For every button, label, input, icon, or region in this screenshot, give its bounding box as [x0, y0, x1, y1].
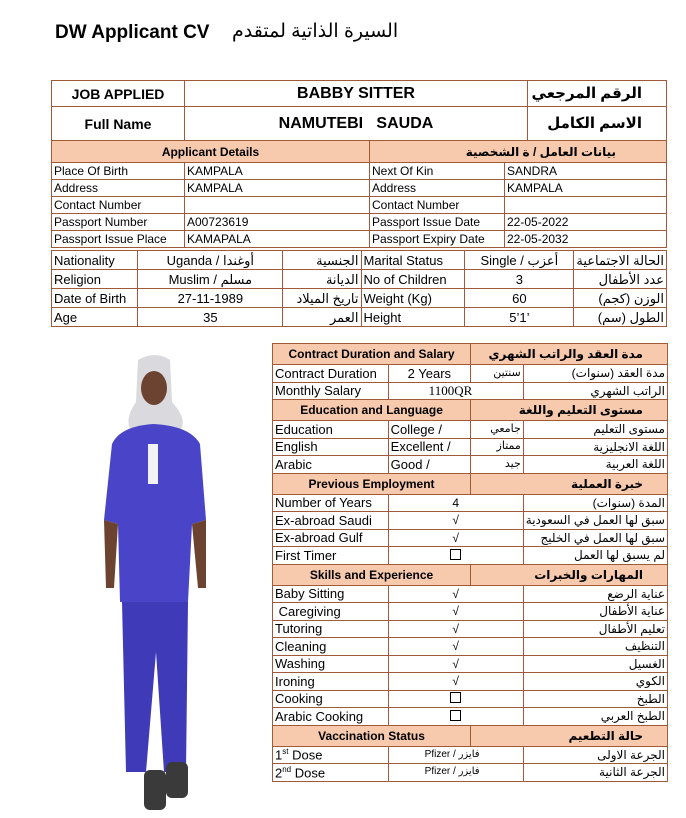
- job-value: BABBY SITTER: [185, 81, 528, 107]
- applicant-cell-l2: Passport Expiry Date: [370, 231, 505, 248]
- dose-suffix: st: [282, 747, 289, 757]
- contract-row: [273, 382, 668, 400]
- vaccination-value: Pfizer / فايزر: [388, 746, 523, 764]
- skills-row: [273, 655, 668, 673]
- contract-value: 1100QR: [388, 382, 523, 400]
- applicant-cell-l1: Passport Number: [52, 214, 185, 231]
- personal-cell-l2: Height: [361, 308, 465, 327]
- skills-value: √: [388, 638, 523, 656]
- applicant-header-en: Applicant Details: [52, 141, 370, 163]
- education-value-ar: ممتاز: [471, 438, 524, 456]
- personal-row: [52, 270, 667, 289]
- skills-value: [388, 690, 523, 708]
- education-header-ar: مستوى التعليم واللغة: [471, 400, 668, 421]
- education-header-en: Education and Language: [273, 400, 471, 421]
- education-row: [273, 438, 668, 456]
- education-row: [273, 421, 668, 439]
- skills-label: Baby Sitting: [273, 585, 389, 603]
- contract-label: Contract Duration: [273, 365, 389, 383]
- employment-value: [388, 547, 523, 565]
- name-label: Full Name: [52, 107, 185, 141]
- vaccination-label-ar: الجرعة الثانية: [523, 764, 667, 782]
- personal-cell-a1: تاريخ الميلاد: [283, 289, 361, 308]
- skills-value: √: [388, 603, 523, 621]
- personal-cell-a1: الديانة: [283, 270, 361, 289]
- applicant-cell-l1: Address: [52, 180, 185, 197]
- contract-label: Monthly Salary: [273, 382, 389, 400]
- education-value-ar: جامعي: [471, 421, 524, 439]
- contract-value: 2 Years: [388, 365, 470, 383]
- contract-row: [273, 365, 668, 383]
- applicant-header-ar: بيانات العامل / ة الشخصية: [370, 141, 667, 163]
- contract-skills-table: [272, 343, 668, 782]
- skills-label-ar: الطبخ العربي: [523, 708, 667, 726]
- education-label: Arabic: [273, 456, 389, 474]
- skills-header: [273, 564, 668, 585]
- checkbox-icon: [450, 710, 461, 721]
- applicant-cell-l1: Place Of Birth: [52, 163, 185, 180]
- skills-value: √: [388, 585, 523, 603]
- personal-cell-l1: Religion: [52, 270, 138, 289]
- personal-cell-v1: Uganda / أوغندا: [138, 251, 283, 270]
- applicant-row: [52, 231, 667, 248]
- employment-value: √: [388, 529, 523, 547]
- applicant-cell-v2: [505, 197, 667, 214]
- applicant-details-table: [51, 140, 667, 248]
- vaccination-label-ar: الجرعة الاولى: [523, 746, 667, 764]
- vaccination-header-en: Vaccination Status: [273, 725, 471, 746]
- skills-label: Washing: [273, 655, 389, 673]
- education-label: Education: [273, 421, 389, 439]
- personal-cell-v1: 35: [138, 308, 283, 327]
- contract-header-en: Contract Duration and Salary: [273, 344, 471, 365]
- employment-label: Number of Years: [273, 494, 389, 512]
- personal-cell-l1: Age: [52, 308, 138, 327]
- employment-value: 4: [388, 494, 523, 512]
- education-header: [273, 400, 668, 421]
- skills-row: [273, 603, 668, 621]
- personal-cell-v2: 3: [465, 270, 574, 289]
- personal-row: [52, 308, 667, 327]
- applicant-cell-l2: Passport Issue Date: [370, 214, 505, 231]
- personal-cell-a2: الحالة الاجتماعية: [574, 251, 667, 270]
- personal-cell-a2: الوزن (كجم): [574, 289, 667, 308]
- name-ar: الاسم الكامل: [528, 107, 667, 141]
- education-value: Good /: [388, 456, 470, 474]
- skills-label: Arabic Cooking: [273, 708, 389, 726]
- applicant-cell-l2: Address: [370, 180, 505, 197]
- personal-cell-l2: Marital Status: [361, 251, 465, 270]
- applicant-cell-v1: A00723619: [185, 214, 370, 231]
- education-label: English: [273, 438, 389, 456]
- applicant-cell-v1: KAMPALA: [185, 180, 370, 197]
- employment-label-ar: لم يسبق لها العمل: [523, 547, 667, 565]
- employment-row: [273, 529, 668, 547]
- personal-cell-v1: 27-11-1989: [138, 289, 283, 308]
- applicant-cell-v2: KAMPALA: [505, 180, 667, 197]
- skills-row: [273, 585, 668, 603]
- personal-cell-a2: عدد الأطفال: [574, 270, 667, 289]
- contract-header-ar: مدة العقد والراتب الشهري: [471, 344, 668, 365]
- contract-label-ar: مدة العقد (سنوات): [523, 365, 667, 383]
- skills-label-ar: الغسيل: [523, 655, 667, 673]
- skills-label: Tutoring: [273, 620, 389, 638]
- personal-cell-v1: Muslim / مسلم: [138, 270, 283, 289]
- employment-header-ar: خبرة العملية: [471, 473, 668, 494]
- applicant-row: [52, 197, 667, 214]
- dose-number: 1: [275, 747, 283, 763]
- education-value-ar: جيد: [471, 456, 524, 474]
- personal-cell-a1: العمر: [283, 308, 361, 327]
- title-ar: السيرة الذاتية لمتقدم: [232, 21, 399, 42]
- education-label-ar: اللغة العربية: [523, 456, 667, 474]
- applicant-cell-v1: KAMAPALA: [185, 231, 370, 248]
- contract-label-ar: الراتب الشهري: [523, 382, 667, 400]
- applicant-row: [52, 163, 667, 180]
- education-value: College /: [388, 421, 470, 439]
- personal-cell-a2: الطول (سم): [574, 308, 667, 327]
- skills-label-ar: عناية الرضع: [523, 585, 667, 603]
- skills-header-ar: المهارات والخبرات: [471, 564, 668, 585]
- top-table: [51, 80, 667, 141]
- applicant-row: [52, 214, 667, 231]
- personal-cell-v2: 60: [465, 289, 574, 308]
- vaccination-label: [273, 746, 389, 764]
- skills-row: [273, 708, 668, 726]
- skills-row: [273, 673, 668, 691]
- personal-cell-l1: Date of Birth: [52, 289, 138, 308]
- dose-word: Dose: [291, 764, 326, 780]
- skills-header-en: Skills and Experience: [273, 564, 471, 585]
- skills-label-ar: التنظيف: [523, 638, 667, 656]
- skills-value: √: [388, 620, 523, 638]
- employment-label-ar: المدة (سنوات): [523, 494, 667, 512]
- vaccination-row: [273, 764, 668, 782]
- employment-label-ar: سبق لها العمل في السعودية: [523, 512, 667, 530]
- employment-header-en: Previous Employment: [273, 473, 471, 494]
- vaccination-header-ar: حالة التطعيم: [471, 725, 668, 746]
- skills-label: Ironing: [273, 673, 389, 691]
- name-value: NAMUTEBI SAUDA: [185, 107, 528, 141]
- applicant-cell-v1: [185, 197, 370, 214]
- employment-label: First Timer: [273, 547, 389, 565]
- skills-label: Cleaning: [273, 638, 389, 656]
- applicant-cell-l1: Contact Number: [52, 197, 185, 214]
- skills-value: √: [388, 673, 523, 691]
- skills-label-ar: الكوي: [523, 673, 667, 691]
- skills-value: [388, 708, 523, 726]
- applicant-cell-v2: SANDRA: [505, 163, 667, 180]
- employment-row: [273, 547, 668, 565]
- personal-table: [51, 250, 667, 327]
- applicant-cell-v2: 22-05-2032: [505, 231, 667, 248]
- ref-ar: الرقم المرجعي: [528, 81, 667, 107]
- title-en: DW Applicant CV: [55, 22, 210, 43]
- skills-label-ar: تعليم الأطفال: [523, 620, 667, 638]
- employment-label: Ex-abroad Saudi: [273, 512, 389, 530]
- employment-label: Ex-abroad Gulf: [273, 529, 389, 547]
- vaccination-value: Pfizer / فايزر: [388, 764, 523, 782]
- applicant-cell-l2: Contact Number: [370, 197, 505, 214]
- vaccination-label: [273, 764, 389, 782]
- contract-header: [273, 344, 668, 365]
- skills-row: [273, 620, 668, 638]
- dose-number: 2: [275, 764, 283, 780]
- personal-cell-l2: Weight (Kg): [361, 289, 465, 308]
- skills-label-ar: الطبخ: [523, 690, 667, 708]
- applicant-row: [52, 180, 667, 197]
- contract-value-ar: سنتين: [471, 365, 524, 383]
- personal-cell-l2: No of Children: [361, 270, 465, 289]
- personal-cell-v2: 5’1’: [465, 308, 574, 327]
- employment-row: [273, 512, 668, 530]
- applicant-cell-l1: Passport Issue Place: [52, 231, 185, 248]
- checkbox-icon: [450, 549, 461, 560]
- employment-value: √: [388, 512, 523, 530]
- skills-label: Cooking: [273, 690, 389, 708]
- applicant-photo: [100, 352, 218, 812]
- applicant-cell-l2: Next Of Kin: [370, 163, 505, 180]
- personal-row: [52, 289, 667, 308]
- education-label-ar: مستوى التعليم: [523, 421, 667, 439]
- applicant-cell-v2: 22-05-2022: [505, 214, 667, 231]
- education-label-ar: اللغة الانجليزية: [523, 438, 667, 456]
- personal-cell-v2: Single / أعزب: [465, 251, 574, 270]
- employment-row: [273, 494, 668, 512]
- skills-value: √: [388, 655, 523, 673]
- skills-row: [273, 690, 668, 708]
- dose-word: Dose: [288, 747, 323, 763]
- education-row: [273, 456, 668, 474]
- skills-label-ar: عناية الأطفال: [523, 603, 667, 621]
- employment-header: [273, 473, 668, 494]
- job-label: JOB APPLIED: [52, 81, 185, 107]
- personal-cell-a1: الجنسية: [283, 251, 361, 270]
- skills-row: [273, 638, 668, 656]
- skills-label: Caregiving: [273, 603, 389, 621]
- personal-cell-l1: Nationality: [52, 251, 138, 270]
- vaccination-header: [273, 725, 668, 746]
- employment-label-ar: سبق لها العمل في الخليج: [523, 529, 667, 547]
- personal-row: [52, 251, 667, 270]
- applicant-cell-v1: KAMPALA: [185, 163, 370, 180]
- education-value: Excellent /: [388, 438, 470, 456]
- checkbox-icon: [450, 692, 461, 703]
- dose-suffix: nd: [282, 764, 292, 774]
- vaccination-row: [273, 746, 668, 764]
